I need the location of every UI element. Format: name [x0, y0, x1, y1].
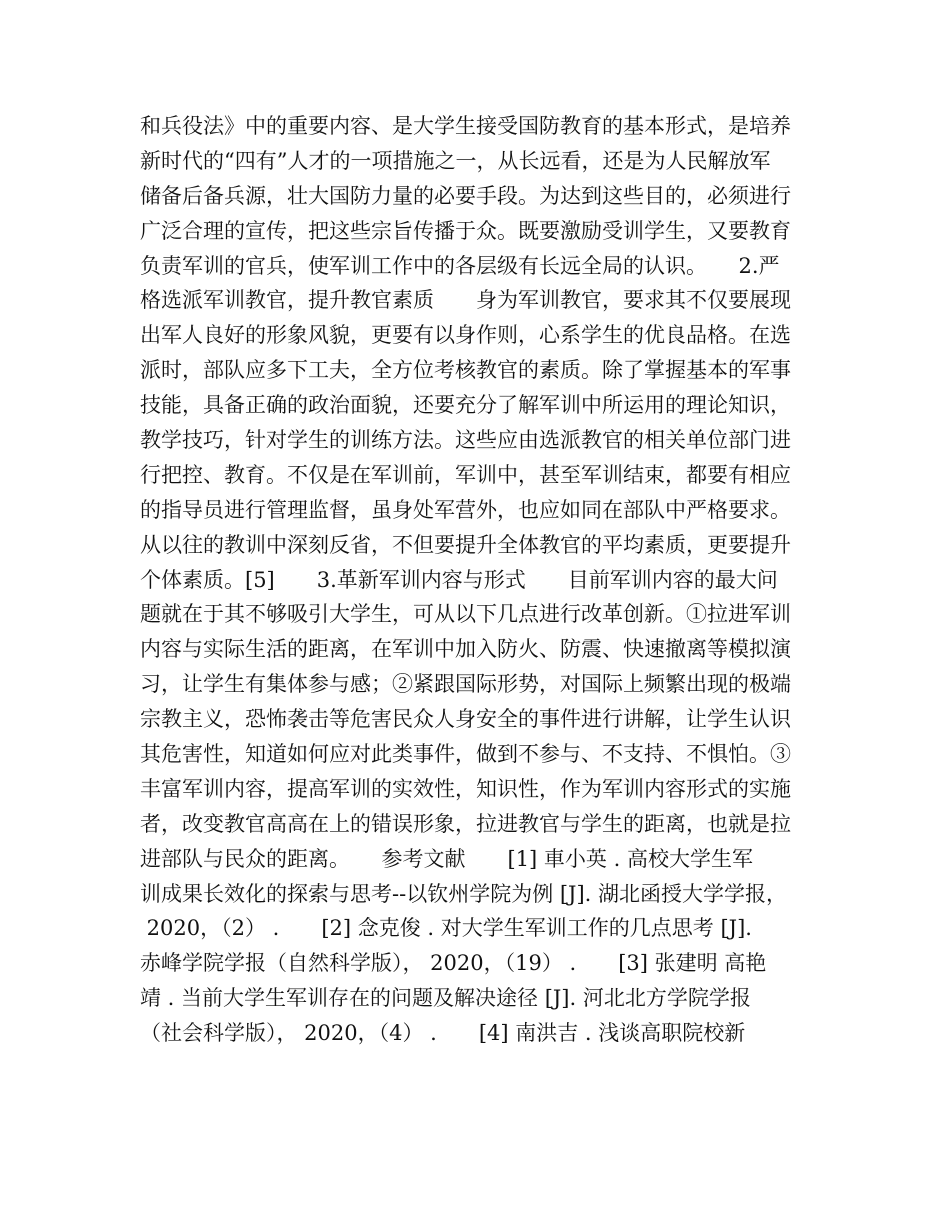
text-line: （社会科学版）， 2020，（4） . [4] 南洪吉 . 浅谈高职院校新 [140, 1021, 746, 1046]
text-line: 负责军训的官兵，使军训工作中的各层级有长远全局的认识。 2.严 [140, 253, 780, 278]
text-line: 储备后备兵源，壮大国防力量的必要手段。为达到这些目的，必须进行 [140, 183, 791, 208]
text-line: 赤峰学院学报（自然科学版）， 2020，（19） . [3] 张建明 高艳 [140, 951, 767, 976]
text-line: 习，让学生有集体参与感；②紧跟国际形势，对国际上频繁出现的极端 [140, 672, 791, 697]
text-line: 格选派军训教官，提升教官素质 身为军训教官，要求其不仅要展现 [140, 288, 791, 313]
text-line: 题就在于其不够吸引大学生，可从以下几点进行改革创新。①拉进军训 [140, 602, 791, 627]
text-line: 技能，具备正确的政治面貌，还要充分了解军训中所运用的理论知识， [140, 393, 791, 418]
body-text [140, 109, 820, 1051]
text-line: 广泛合理的宣传，把这些宗旨传播于众。既要激励受训学生，又要教育 [140, 218, 791, 243]
text-line: 训成果长效化的探索与思考--以钦州学院为例 [J]. 湖北函授大学学报， [140, 881, 788, 906]
text-line: 教学技巧，针对学生的训练方法。这些应由选派教官的相关单位部门进 [140, 428, 791, 453]
text-line: 其危害性，知道如何应对此类事件，做到不参与、不支持、不惧怕。③ [140, 742, 791, 767]
text-line: 和兵役法》中的重要内容、是大学生接受国防教育的基本形式，是培养 [140, 114, 791, 138]
text-line: 进部队与民众的距离。 参考文献 [1] 車小英 . 高校大学生军 [140, 846, 753, 871]
text-line: 靖 . 当前大学生军训存在的问题及解决途径 [J]. 河北北方学院学报 [140, 986, 751, 1011]
text-line: 的指导员进行管理监督，虽身处军营外，也应如同在部队中严格要求。 [140, 497, 791, 522]
text-line: 新时代的“四有”人才的一项措施之一，从长远看，还是为人民解放军 [140, 148, 771, 173]
text-line: 2020，（2） . [2] 念克俊 . 对大学生军训工作的几点思考 [J]. [140, 916, 752, 941]
text-line: 内容与实际生活的距离，在军训中加入防火、防震、快速撤离等模拟演 [140, 637, 791, 662]
text-line: 出军人良好的形象风貌，更要有以身作则，心系学生的优良品格。在选 [140, 323, 791, 348]
text-line: 行把控、教育。不仅是在军训前，军训中，甚至军训结束，都要有相应 [140, 462, 791, 487]
text-line: 丰富军训内容，提高军训的实效性，知识性，作为军训内容形式的实施 [140, 776, 791, 801]
text-line: 派时，部队应多下工夫，全方位考核教官的素质。除了掌握基本的军事 [140, 358, 791, 383]
text-line: 个体素质。[5] 3.革新军训内容与形式 目前军训内容的最大问 [140, 567, 778, 592]
text-line: 宗教主义，恐怖袭击等危害民众人身安全的事件进行讲解，让学生认识 [140, 707, 791, 732]
text-line: 从以往的教训中深刻反省，不但要提升全体教官的平均素质，更要提升 [140, 532, 791, 557]
text-line: 者，改变教官高高在上的错误形象，拉进教官与学生的距离，也就是拉 [140, 811, 791, 836]
